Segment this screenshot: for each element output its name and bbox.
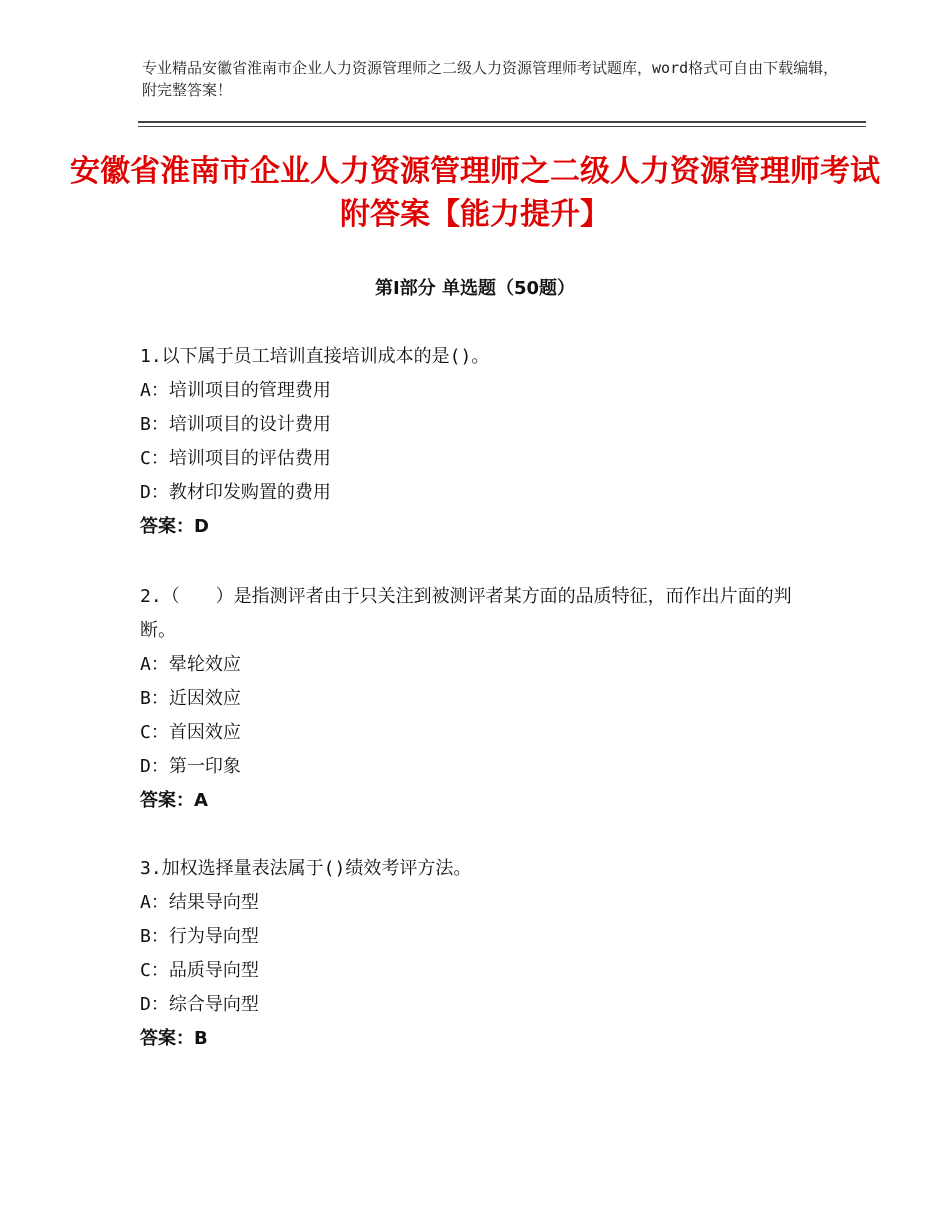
question-text: 3.加权选择量表法属于()绩效考评方法。 (140, 858, 472, 879)
option-c: C：品质导向型 (140, 960, 259, 981)
header-rule-thick (138, 121, 866, 123)
answer: 答案：B (140, 1028, 208, 1049)
option-c: C：培训项目的评估费用 (140, 448, 331, 469)
answer: 答案：D (140, 516, 209, 537)
header-rule-thin (138, 126, 866, 127)
option-d: D：教材印发购置的费用 (140, 482, 331, 503)
option-b: B：培训项目的设计费用 (140, 414, 331, 435)
header-note: 专业精品安徽省淮南市企业人力资源管理师之二级人力资源管理师考试题库，word格式可自由下载编辑，附完整答案！ (142, 59, 839, 99)
document-title: 安徽省淮南市企业人力资源管理师之二级人力资源管理师考试附答案【能力提升】 (70, 154, 880, 232)
option-d: D：综合导向型 (140, 994, 259, 1015)
question-2 (140, 580, 810, 818)
option-a: A：晕轮效应 (140, 654, 241, 675)
option-a: A：培训项目的管理费用 (140, 380, 331, 401)
question-text: 2.（ ）是指测评者由于只关注到被测评者某方面的品质特征，而作出片面的判断。 (140, 586, 792, 641)
option-c: C：首因效应 (140, 722, 241, 743)
question-1 (140, 340, 810, 544)
option-d: D：第一印象 (140, 756, 241, 777)
option-b: B：近因效应 (140, 688, 241, 709)
section-heading: 第Ⅰ部分 单选题（50题） (374, 278, 575, 299)
option-b: B：行为导向型 (140, 926, 259, 947)
option-a: A：结果导向型 (140, 892, 259, 913)
question-text: 1.以下属于员工培训直接培训成本的是()。 (140, 346, 490, 367)
question-3 (140, 852, 810, 1056)
answer: 答案：A (140, 790, 208, 811)
